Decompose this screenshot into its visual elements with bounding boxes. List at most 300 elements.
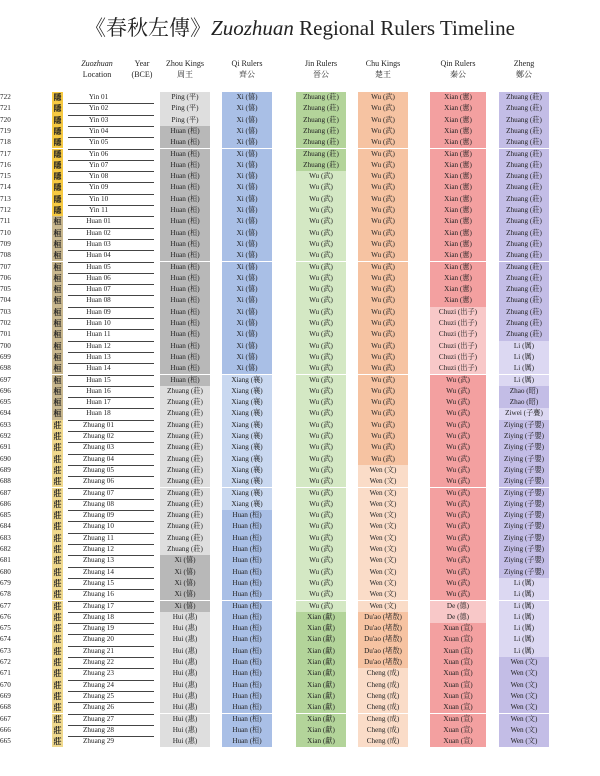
cell-year: 709 xyxy=(0,239,11,248)
table-row xyxy=(0,239,600,250)
cell-zhou: Huan (桓) xyxy=(160,126,210,137)
cell-zhou: Hui (惠) xyxy=(160,736,210,747)
table-row xyxy=(0,160,600,171)
cell-zheng: Ziying (子嬰) xyxy=(499,567,549,578)
cell-chu: Wen (文) xyxy=(358,555,408,566)
table-row xyxy=(0,103,600,114)
cell-year: 667 xyxy=(0,714,11,723)
cell-qin: Wu (武) xyxy=(430,589,486,600)
table-row xyxy=(0,657,600,668)
cell-qin: Xian (憲) xyxy=(430,149,486,160)
cell-jin: Zhuang (莊) xyxy=(296,160,346,171)
cell-year: 712 xyxy=(0,206,11,214)
cell-qi: Huan (桓) xyxy=(222,702,272,713)
cell-chu: Wu (武) xyxy=(358,420,408,431)
cell-loc: Zhuang 21 xyxy=(83,646,114,655)
cell-zhou: Zhuang (莊) xyxy=(160,499,210,510)
row-divider xyxy=(68,431,154,432)
cell-zhou: Zhuang (莊) xyxy=(160,488,210,499)
cell-zheng: Zhuang (莊) xyxy=(499,137,549,148)
cell-jin: Wu (武) xyxy=(296,465,346,476)
cell-qin: Wu (武) xyxy=(430,386,486,397)
cell-year: 678 xyxy=(0,590,11,599)
cell-year: 697 xyxy=(0,375,11,384)
cell-chu: Du'ao (堵敖) xyxy=(358,646,408,657)
cell-qin: De (德) xyxy=(430,601,486,612)
cell-qin: Xian (憲) xyxy=(430,250,486,261)
cell-chu: Wu (武) xyxy=(358,160,408,171)
cell-zhou: Zhuang (莊) xyxy=(160,408,210,419)
cell-year: 673 xyxy=(0,646,11,655)
table-row xyxy=(0,363,600,374)
cell-chu: Wu (武) xyxy=(358,329,408,340)
header-qi-line2: 齊公 xyxy=(239,70,255,79)
cell-year: 672 xyxy=(0,658,11,666)
row-divider xyxy=(68,352,154,353)
cell-year: 688 xyxy=(0,477,11,486)
table-row xyxy=(0,567,600,578)
cell-zhou: Zhuang (莊) xyxy=(160,544,210,555)
cell-qi: Huan (桓) xyxy=(222,623,272,634)
cell-zhou: Huan (桓) xyxy=(160,341,210,352)
table-row xyxy=(0,499,600,510)
header-location-line1: Zuozhuan xyxy=(81,59,113,68)
cell-zheng: Wen (文) xyxy=(499,668,549,679)
row-divider xyxy=(68,567,154,568)
cell-jin: Wu (武) xyxy=(296,510,346,521)
cell-year: 702 xyxy=(0,319,11,327)
cell-zheng: Zhuang (莊) xyxy=(499,284,549,295)
cell-duke: 莊 xyxy=(53,680,62,690)
cell-zheng: Zhuang (莊) xyxy=(499,126,549,137)
table-row xyxy=(0,341,600,352)
cell-jin: Xian (獻) xyxy=(296,612,346,623)
cell-loc: Zhuang 26 xyxy=(83,703,114,712)
row-divider xyxy=(68,578,154,579)
cell-qin: Xian (憲) xyxy=(430,126,486,137)
table-row xyxy=(0,375,600,386)
cell-jin: Wu (武) xyxy=(296,329,346,340)
page-title xyxy=(0,12,600,42)
cell-qin: Xuan (宣) xyxy=(430,691,486,702)
cell-chu: Wu (武) xyxy=(358,318,408,329)
cell-zheng: Zhuang (莊) xyxy=(499,307,549,318)
table-row xyxy=(0,420,600,431)
row-divider xyxy=(68,442,154,443)
table-row xyxy=(0,736,600,747)
cell-loc: Yin 02 xyxy=(88,104,109,113)
row-divider xyxy=(68,714,154,715)
cell-chu: Wen (文) xyxy=(358,465,408,476)
cell-qin: Xian (憲) xyxy=(430,295,486,306)
cell-qi: Huan (桓) xyxy=(222,736,272,747)
cell-qi: Huan (桓) xyxy=(222,680,272,691)
cell-qin: Xian (憲) xyxy=(430,160,486,171)
cell-loc: Zhuang 07 xyxy=(83,488,114,497)
table-row xyxy=(0,262,600,273)
cell-chu: Wu (武) xyxy=(358,194,408,205)
row-divider xyxy=(68,544,154,545)
cell-chu: Wu (武) xyxy=(358,284,408,295)
cell-jin: Wu (武) xyxy=(296,194,346,205)
table-row xyxy=(0,194,600,205)
row-divider xyxy=(68,680,154,681)
cell-zheng: Li (厲) xyxy=(499,646,549,657)
cell-zheng: Zhuang (莊) xyxy=(499,194,549,205)
cell-zheng: Zhuang (莊) xyxy=(499,250,549,261)
cell-zheng: Wen (文) xyxy=(499,736,549,747)
table-row xyxy=(0,171,600,182)
cell-duke: 隱 xyxy=(53,149,62,159)
cell-duke: 莊 xyxy=(53,556,62,566)
cell-loc: Yin 03 xyxy=(88,115,109,124)
row-divider xyxy=(68,273,154,274)
cell-jin: Xian (獻) xyxy=(296,657,346,668)
cell-zheng: Ziying (子嬰) xyxy=(499,510,549,521)
cell-loc: Zhuang 18 xyxy=(83,612,114,621)
row-divider xyxy=(68,601,154,602)
cell-qin: Xuan (宣) xyxy=(430,680,486,691)
cell-qin: Xuan (宣) xyxy=(430,623,486,634)
row-divider xyxy=(68,510,154,511)
cell-qi: Huan (桓) xyxy=(222,533,272,544)
cell-qin: Xuan (宣) xyxy=(430,702,486,713)
cell-duke: 莊 xyxy=(53,601,62,611)
cell-duke: 隱 xyxy=(53,93,62,102)
cell-loc: Zhuang 05 xyxy=(83,465,114,474)
cell-chu: Wu (武) xyxy=(358,363,408,374)
cell-zhou: Huan (桓) xyxy=(160,262,210,273)
cell-qi: Huan (桓) xyxy=(222,725,272,736)
cell-year: 682 xyxy=(0,545,11,553)
cell-qi: Huan (桓) xyxy=(222,657,272,668)
cell-zheng: Ziying (子嬰) xyxy=(499,544,549,555)
cell-year: 689 xyxy=(0,465,11,474)
cell-zhou: Xi (僖) xyxy=(160,567,210,578)
row-divider xyxy=(68,363,154,364)
cell-year: 681 xyxy=(0,556,11,565)
cell-year: 696 xyxy=(0,386,11,395)
cell-zhou: Huan (桓) xyxy=(160,375,210,386)
cell-qin: Chuzi (出子) xyxy=(430,329,486,340)
table-row xyxy=(0,680,600,691)
cell-jin: Wu (武) xyxy=(296,318,346,329)
cell-loc: Zhuang 27 xyxy=(83,714,114,723)
cell-zhou: Hui (惠) xyxy=(160,691,210,702)
cell-qi: Xiang (襄) xyxy=(222,465,272,476)
cell-duke: 莊 xyxy=(53,465,62,475)
title-pre: 《春秋左傳》 xyxy=(85,16,212,40)
cell-zheng: Li (厲) xyxy=(499,352,549,363)
row-divider xyxy=(68,137,154,138)
cell-qin: Xuan (宣) xyxy=(430,657,486,668)
cell-loc: Zhuang 10 xyxy=(83,522,114,531)
cell-zheng: Zhuang (莊) xyxy=(499,171,549,182)
cell-qi: Xiang (襄) xyxy=(222,488,272,499)
cell-qin: Chuzi (出子) xyxy=(430,363,486,374)
cell-zheng: Ziying (子嬰) xyxy=(499,476,549,487)
cell-duke: 莊 xyxy=(53,511,62,521)
cell-duke: 莊 xyxy=(53,646,62,656)
cell-zheng: Ziying (子嬰) xyxy=(499,521,549,532)
cell-chu: Wen (文) xyxy=(358,601,408,612)
header-year-line2: (BCE) xyxy=(131,70,153,79)
table-row xyxy=(0,488,600,499)
cell-qin: Chuzi (出子) xyxy=(430,352,486,363)
row-divider xyxy=(68,375,154,376)
cell-qi: Huan (桓) xyxy=(222,668,272,679)
cell-zhou: Zhuang (莊) xyxy=(160,454,210,465)
table-row xyxy=(0,510,600,521)
cell-chu: Wen (文) xyxy=(358,476,408,487)
table-row xyxy=(0,115,600,126)
cell-jin: Wu (武) xyxy=(296,454,346,465)
cell-zheng: Wen (文) xyxy=(499,702,549,713)
table-row xyxy=(0,386,600,397)
cell-qin: Xuan (宣) xyxy=(430,646,486,657)
cell-loc: Zhuang 13 xyxy=(83,556,114,565)
cell-qi: Xi (僖) xyxy=(222,137,272,148)
header-chu-line1: Chu Kings xyxy=(365,59,401,68)
cell-zheng: Ziying (子嬰) xyxy=(499,454,549,465)
cell-qi: Xi (僖) xyxy=(222,182,272,193)
row-divider xyxy=(68,216,154,217)
cell-qi: Xi (僖) xyxy=(222,149,272,160)
cell-loc: Yin 08 xyxy=(88,172,109,181)
cell-jin: Wu (武) xyxy=(296,499,346,510)
cell-loc: Zhuang 20 xyxy=(83,635,114,644)
cell-chu: Wu (武) xyxy=(358,341,408,352)
row-divider xyxy=(68,194,154,195)
table-row xyxy=(0,431,600,442)
cell-qin: Wu (武) xyxy=(430,499,486,510)
cell-year: 691 xyxy=(0,443,11,452)
cell-zhou: Huan (桓) xyxy=(160,149,210,160)
cell-jin: Wu (武) xyxy=(296,488,346,499)
cell-zhou: Hui (惠) xyxy=(160,668,210,679)
cell-loc: Zhuang 03 xyxy=(83,443,114,452)
header-zhou-line1: Zhou Kings xyxy=(166,59,204,68)
cell-year: 719 xyxy=(0,126,11,135)
cell-zheng: Wen (文) xyxy=(499,657,549,668)
cell-duke: 隱 xyxy=(53,160,62,170)
cell-loc: Zhuang 25 xyxy=(83,691,114,700)
cell-zheng: Ziying (子嬰) xyxy=(499,431,549,442)
header-chu-line2: 楚王 xyxy=(375,70,391,79)
cell-jin: Xian (獻) xyxy=(296,646,346,657)
table-row xyxy=(0,228,600,239)
cell-qin: De (德) xyxy=(430,612,486,623)
cell-chu: Wu (武) xyxy=(358,115,408,126)
header-location-line2: Location xyxy=(82,70,112,79)
cell-duke: 桓 xyxy=(53,296,62,306)
header-zheng-line1: Zheng xyxy=(513,59,535,68)
table-row xyxy=(0,454,600,465)
cell-zhou: Hui (惠) xyxy=(160,612,210,623)
cell-jin: Wu (武) xyxy=(296,521,346,532)
table-row xyxy=(0,329,600,340)
cell-loc: Huan 10 xyxy=(86,319,111,327)
cell-duke: 隱 xyxy=(53,115,62,125)
cell-year: 716 xyxy=(0,160,11,169)
cell-jin: Xian (獻) xyxy=(296,714,346,725)
cell-zhou: Huan (桓) xyxy=(160,239,210,250)
cell-jin: Wu (武) xyxy=(296,567,346,578)
cell-chu: Cheng (成) xyxy=(358,702,408,713)
cell-qi: Xi (僖) xyxy=(222,160,272,171)
cell-year: 698 xyxy=(0,364,11,373)
cell-zheng: Zhuang (莊) xyxy=(499,239,549,250)
cell-zheng: Ziying (子嬰) xyxy=(499,555,549,566)
cell-year: 715 xyxy=(0,172,11,181)
table-row xyxy=(0,465,600,476)
cell-year: 686 xyxy=(0,499,11,508)
cell-jin: Xian (獻) xyxy=(296,668,346,679)
cell-jin: Wu (武) xyxy=(296,442,346,453)
row-divider xyxy=(68,488,154,489)
cell-duke: 莊 xyxy=(53,703,62,713)
row-divider xyxy=(68,318,154,319)
cell-chu: Cheng (成) xyxy=(358,668,408,679)
header-qi xyxy=(222,58,272,80)
cell-jin: Wu (武) xyxy=(296,295,346,306)
row-divider xyxy=(68,341,154,342)
row-divider xyxy=(68,103,154,104)
table-row xyxy=(0,442,600,453)
cell-year: 701 xyxy=(0,330,11,339)
cell-zhou: Huan (桓) xyxy=(160,352,210,363)
cell-zheng: Li (厲) xyxy=(499,341,549,352)
cell-zhou: Zhuang (莊) xyxy=(160,386,210,397)
cell-zhou: Zhuang (莊) xyxy=(160,521,210,532)
cell-qin: Wu (武) xyxy=(430,533,486,544)
cell-year: 708 xyxy=(0,251,11,260)
cell-duke: 桓 xyxy=(53,228,62,238)
cell-qin: Xian (憲) xyxy=(430,228,486,239)
cell-qi: Xi (僖) xyxy=(222,273,272,284)
header-chu xyxy=(358,58,408,80)
cell-jin: Wu (武) xyxy=(296,250,346,261)
cell-jin: Wu (武) xyxy=(296,408,346,419)
cell-qi: Xiang (襄) xyxy=(222,420,272,431)
header-year-line1: Year xyxy=(134,59,150,68)
cell-year: 710 xyxy=(0,228,11,237)
cell-year: 671 xyxy=(0,669,11,678)
cell-zhou: Zhuang (莊) xyxy=(160,533,210,544)
cell-qi: Huan (桓) xyxy=(222,544,272,555)
cell-loc: Yin 05 xyxy=(88,138,109,147)
cell-zheng: Wen (文) xyxy=(499,725,549,736)
header-qin-line2: 秦公 xyxy=(450,70,466,79)
cell-duke: 莊 xyxy=(53,533,62,543)
row-divider xyxy=(68,555,154,556)
cell-qi: Xiang (襄) xyxy=(222,476,272,487)
cell-qin: Xian (憲) xyxy=(430,171,486,182)
cell-qin: Wu (武) xyxy=(430,408,486,419)
row-divider xyxy=(68,386,154,387)
cell-qin: Chuzi (出子) xyxy=(430,318,486,329)
table-row xyxy=(0,691,600,702)
cell-jin: Wu (武) xyxy=(296,284,346,295)
header-qi-line1: Qi Rulers xyxy=(231,59,263,68)
cell-qi: Huan (桓) xyxy=(222,612,272,623)
cell-loc: Zhuang 23 xyxy=(83,669,114,678)
row-divider xyxy=(68,634,154,635)
cell-jin: Wu (武) xyxy=(296,171,346,182)
cell-zhou: Zhuang (莊) xyxy=(160,476,210,487)
cell-loc: Zhuang 11 xyxy=(83,533,114,542)
cell-qi: Xi (僖) xyxy=(222,352,272,363)
cell-qi: Xi (僖) xyxy=(222,284,272,295)
title-italic: Zuozhuan xyxy=(211,16,294,40)
cell-loc: Huan 11 xyxy=(86,330,111,339)
table-row xyxy=(0,92,600,103)
cell-year: 717 xyxy=(0,149,11,158)
cell-zheng: Ziwei (子亹) xyxy=(499,408,549,419)
cell-qin: Wu (武) xyxy=(430,420,486,431)
row-divider xyxy=(68,499,154,500)
cell-duke: 莊 xyxy=(53,567,62,577)
cell-loc: Zhuang 15 xyxy=(83,578,114,587)
row-divider xyxy=(68,262,154,263)
cell-loc: Zhuang 17 xyxy=(83,601,114,610)
cell-zhou: Xi (僖) xyxy=(160,578,210,589)
cell-loc: Huan 13 xyxy=(86,352,111,361)
cell-zheng: Zhuang (莊) xyxy=(499,205,549,216)
cell-zheng: Zhuang (莊) xyxy=(499,92,549,103)
row-divider xyxy=(68,420,154,421)
row-divider xyxy=(68,228,154,229)
table-row xyxy=(0,273,600,284)
cell-qi: Xiang (襄) xyxy=(222,454,272,465)
row-divider xyxy=(68,691,154,692)
cell-zheng: Ziying (子嬰) xyxy=(499,465,549,476)
cell-qi: Xi (僖) xyxy=(222,250,272,261)
cell-zheng: Zhuang (莊) xyxy=(499,182,549,193)
cell-year: 707 xyxy=(0,262,11,271)
row-divider xyxy=(68,182,154,183)
cell-jin: Xian (獻) xyxy=(296,623,346,634)
cell-qin: Chuzi (出子) xyxy=(430,341,486,352)
cell-loc: Yin 09 xyxy=(88,183,109,192)
cell-qi: Xiang (襄) xyxy=(222,375,272,386)
header-jin-line2: 晉公 xyxy=(313,70,329,79)
cell-duke: 莊 xyxy=(53,669,62,679)
cell-qi: Xi (僖) xyxy=(222,295,272,306)
cell-qin: Xian (憲) xyxy=(430,284,486,295)
cell-year: 693 xyxy=(0,420,11,429)
cell-chu: Wen (文) xyxy=(358,589,408,600)
cell-chu: Wen (文) xyxy=(358,533,408,544)
cell-year: 683 xyxy=(0,533,11,542)
cell-chu: Cheng (成) xyxy=(358,680,408,691)
cell-chu: Wu (武) xyxy=(358,442,408,453)
cell-zhou: Huan (桓) xyxy=(160,363,210,374)
cell-chu: Wu (武) xyxy=(358,239,408,250)
cell-duke: 莊 xyxy=(53,590,62,600)
cell-jin: Wu (武) xyxy=(296,397,346,408)
cell-duke: 桓 xyxy=(53,352,62,362)
cell-qin: Xian (憲) xyxy=(430,262,486,273)
cell-year: 694 xyxy=(0,409,11,418)
cell-jin: Wu (武) xyxy=(296,363,346,374)
row-divider xyxy=(68,702,154,703)
cell-jin: Wu (武) xyxy=(296,182,346,193)
cell-duke: 桓 xyxy=(53,330,62,340)
row-divider xyxy=(68,295,154,296)
row-divider xyxy=(68,397,154,398)
table-row xyxy=(0,318,600,329)
